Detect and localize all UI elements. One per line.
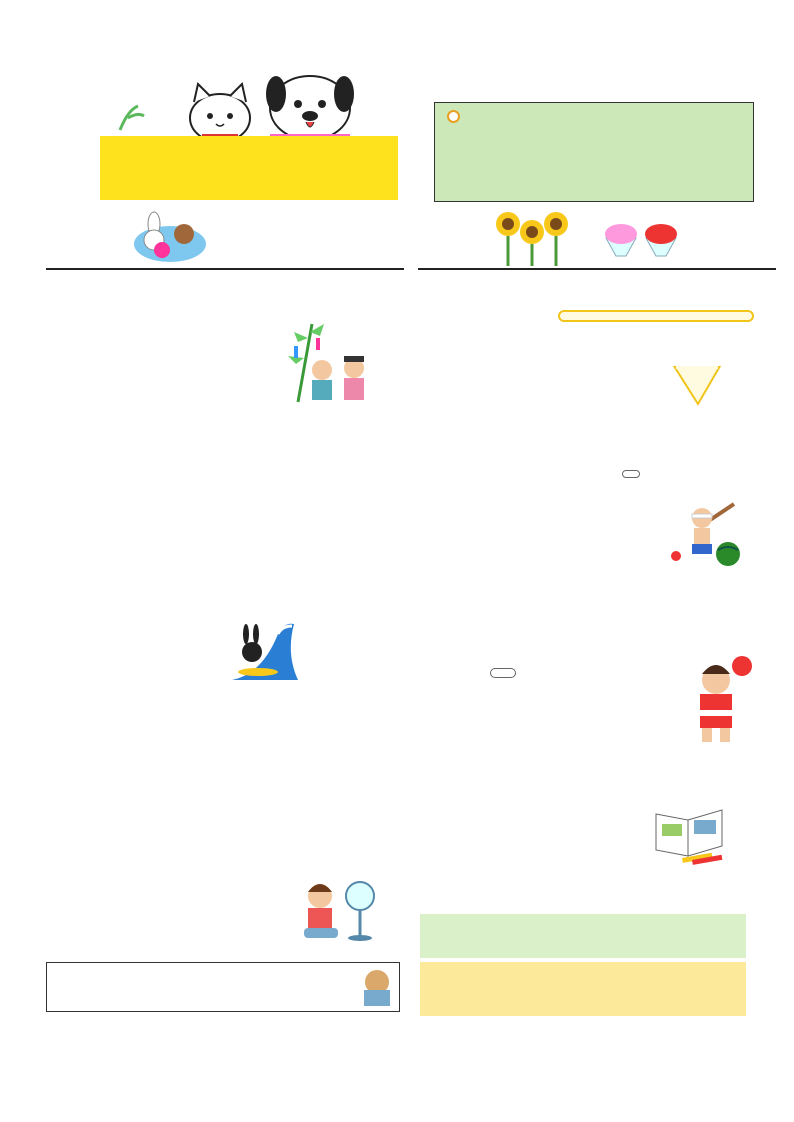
notice-bubble-tail: [672, 366, 722, 406]
library-hours-box: [46, 962, 400, 1012]
book-crayons-illustration: [652, 806, 728, 866]
surfing-rabbit-illustration: [222, 614, 302, 684]
tanabata-illustration: [278, 318, 378, 404]
festival-girl-illustration: [686, 654, 756, 746]
sunflower-shaved-ice-illustration: [490, 208, 690, 268]
experience-notice-bubble: [558, 310, 754, 322]
storytime-closed-bubble: [490, 668, 516, 678]
weekend-storytime-bubble: [622, 470, 640, 478]
storytime-hours-box: [434, 102, 754, 202]
girl-with-fan-illustration: [300, 878, 380, 942]
library-experience-event: [482, 407, 772, 423]
header-illustration-cat-dog: [110, 72, 370, 142]
title-band: [100, 136, 398, 200]
teens-exhibit-box: [420, 914, 746, 958]
rabbit-bear-illustration: [132, 208, 208, 264]
watermelon-boy-illustration: [666, 502, 742, 570]
clock-icon: [447, 110, 460, 123]
children-exhibit-box: [420, 962, 746, 1016]
